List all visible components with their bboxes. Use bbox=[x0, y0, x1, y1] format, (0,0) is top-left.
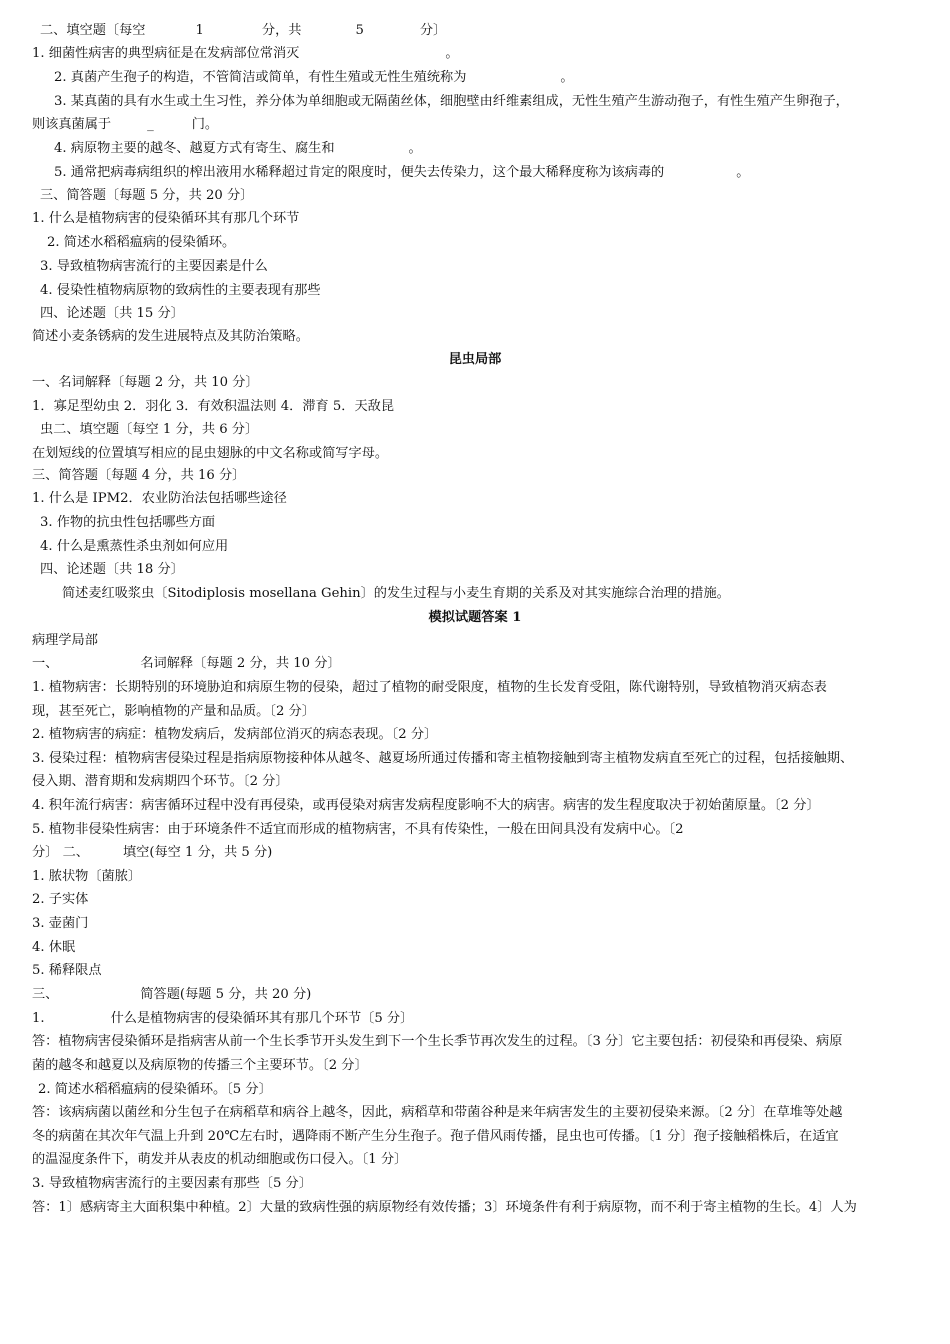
answer-fill-1: 1. 脓状物〔菌脓〕 bbox=[32, 869, 142, 884]
fill-q4: 4. 病原物主要的越冬、越夏方式有寄生、腐生和 。 bbox=[54, 141, 422, 156]
short-q3: 3. 导致植物病害流行的主要因素是什么 bbox=[40, 259, 268, 274]
fill-q1: 1. 细菌性病害的典型病征是在发病部位常消灭 。 bbox=[32, 46, 459, 61]
answer-short-q1: 1. 什么是植物病害的侵染循环其有那几个环节〔5 分〕 bbox=[32, 1011, 414, 1026]
answer-short-a2-line3: 的温湿度条件下，萌发并从表皮的机动细胞或伤口侵入。〔1 分〕 bbox=[32, 1152, 408, 1167]
insect-part-title: 昆虫局部 bbox=[448, 352, 502, 367]
answer-term-5-line2: 分〕 二、 填空(每空 1 分，共 5 分) bbox=[32, 845, 273, 860]
answers-short-heading: 三、 简答题(每题 5 分，共 20 分) bbox=[32, 987, 312, 1002]
insect-essay-question: 简述麦红吸浆虫〔Sitodiplosis mosellana Gehin〕的发生过程与小麦生育期的关系及对其实施综合治理的措施。 bbox=[62, 586, 730, 601]
fill-q2: 2. 真菌产生孢子的构造，不管简洁或简单，有性生殖或无性生殖统称为 。 bbox=[54, 70, 574, 85]
fill-q5: 5. 通常把病毒病组织的榨出液用水稀释超过肯定的限度时，便失去传染力，这个最大稀释度称为该病毒的 。 bbox=[54, 165, 750, 180]
answers-terms-heading: 一、 名词解释〔每题 2 分，共 10 分〕 bbox=[32, 656, 341, 671]
answer-short-a1-line1: 答：植物病害侵染循环是指病害从前一个生长季节开头发生到下一个生长季节再次发生的过程。〔3 分〕它主要包括：初侵染和再侵染、病原 bbox=[32, 1034, 843, 1049]
insect-terms-heading: 一、名词解释〔每题 2 分，共 10 分〕 bbox=[32, 375, 259, 390]
insect-short-q3: 3. 作物的抗虫性包括哪些方面 bbox=[40, 515, 216, 530]
answer-term-1-line1: 1. 植物病害：长期特别的环境胁迫和病原生物的侵染，超过了植物的耐受限度，植物的生长发育受阻，陈代谢特别，导致植物消灭病态表 bbox=[32, 680, 827, 695]
fill-section-heading: 二、填空题〔每空 1 分，共 5 分〕 bbox=[40, 23, 447, 38]
insect-terms-continued: 虫二、填空题〔每空 1 分，共 6 分〕 bbox=[40, 422, 259, 437]
answer-short-a1-line2: 菌的越冬和越夏以及病原物的传播三个主要环节。〔2 分〕 bbox=[32, 1058, 368, 1073]
insect-short-q4: 4. 什么是熏蒸性杀虫剂如何应用 bbox=[40, 539, 229, 554]
insect-short-heading: 三、简答题〔每题 4 分，共 16 分〕 bbox=[32, 468, 246, 483]
answer-fill-4: 4. 休眠 bbox=[32, 940, 76, 955]
short-section-heading: 三、简答题〔每题 5 分，共 20 分〕 bbox=[40, 188, 254, 203]
answer-term-1-line2: 现，甚至死亡，影响植物的产量和品质。〔2 分〕 bbox=[32, 704, 315, 719]
insect-essay-heading: 四、论述题〔共 18 分〕 bbox=[40, 562, 184, 577]
insect-short-q1: 1. 什么是 IPM2．农业防治法包括哪些途径 bbox=[32, 491, 287, 506]
answer-term-2: 2. 植物病害的病症：植物发病后，发病部位消灭的病态表现。〔2 分〕 bbox=[32, 727, 438, 742]
answer-term-3-line1: 3. 侵染过程：植物病害侵染过程是指病原物接种体从越冬、越夏场所通过传播和寄主植物接触到寄主植物发病直至死亡的过程，包括接触期、 bbox=[32, 751, 854, 766]
essay-section-heading: 四、论述题〔共 15 分〕 bbox=[40, 306, 184, 321]
insect-fill-note: 在划短线的位置填写相应的昆虫翅脉的中文名称或简写字母。 bbox=[32, 446, 389, 461]
answer-term-5-line1: 5. 植物非侵染性病害：由于环境条件不适宜而形成的植物病害，不具有传染性，一般在田间具没有发病中心。〔2 bbox=[32, 822, 684, 837]
answer-fill-2: 2. 子实体 bbox=[32, 892, 89, 907]
answers-title: 模拟试题答案 1 bbox=[428, 610, 522, 625]
short-q2: 2. 简述水稻稻瘟病的侵染循环。 bbox=[47, 235, 236, 250]
answer-fill-5: 5. 稀释限点 bbox=[32, 963, 102, 978]
answer-term-3-line2: 侵入期、潜育期和发病期四个环节。〔2 分〕 bbox=[32, 774, 289, 789]
fill-q3-line2: 则该真菌属于 _ 门。 bbox=[32, 117, 219, 132]
short-q1: 1. 什么是植物病害的侵染循环其有那几个环节 bbox=[32, 211, 300, 226]
short-q4: 4. 侵染性植物病原物的致病性的主要表现有那些 bbox=[40, 283, 321, 298]
answer-short-q3: 3. 导致植物病害流行的主要因素有那些〔5 分〕 bbox=[32, 1176, 312, 1191]
essay-question: 简述小麦条锈病的发生进展特点及其防治策略。 bbox=[32, 329, 309, 344]
answer-short-a2-line2: 冬的病菌在其次年气温上升到 20℃左右时，遇降雨不断产生分生孢子。孢子借风雨传播，昆虫也可传播。〔1 分〕孢子接触稻株后，在适宜 bbox=[32, 1129, 839, 1144]
fill-q3-line1: 3. 某真菌的具有水生或土生习性，养分体为单细胞或无隔菌丝体，细胞壁由纤维素组成，无性生殖产生游动孢子，有性生殖产生卵孢子， bbox=[54, 94, 849, 109]
answer-short-a2-line1: 答：该病病菌以菌丝和分生包子在病稻草和病谷上越冬，因此，病稻草和带菌谷种是来年病害发生的主要初侵染来源。〔2 分〕在草堆等处越 bbox=[32, 1105, 843, 1120]
answer-short-q2: 2. 简述水稻稻瘟病的侵染循环。〔5 分〕 bbox=[38, 1082, 272, 1097]
answer-term-4: 4. 积年流行病害：病害循环过程中没有再侵染，或再侵染对病害发病程度影响不大的病害。病害的发生程度取决于初始菌原量。〔2 分〕 bbox=[32, 798, 820, 813]
answers-section: 病理学局部 bbox=[32, 633, 98, 648]
answer-fill-3: 3. 壶菌门 bbox=[32, 916, 89, 931]
answer-short-a3: 答：1〕感病寄主大面积集中种植。2〕大量的致病性强的病原物经有效传播；3〕环境条件有利于病原物，而不利于寄主植物的生长。4〕人为 bbox=[32, 1200, 857, 1215]
insect-terms: 1．寡足型幼虫 2．羽化 3．有效积温法则 4．滞育 5．天敌昆 bbox=[32, 399, 395, 414]
